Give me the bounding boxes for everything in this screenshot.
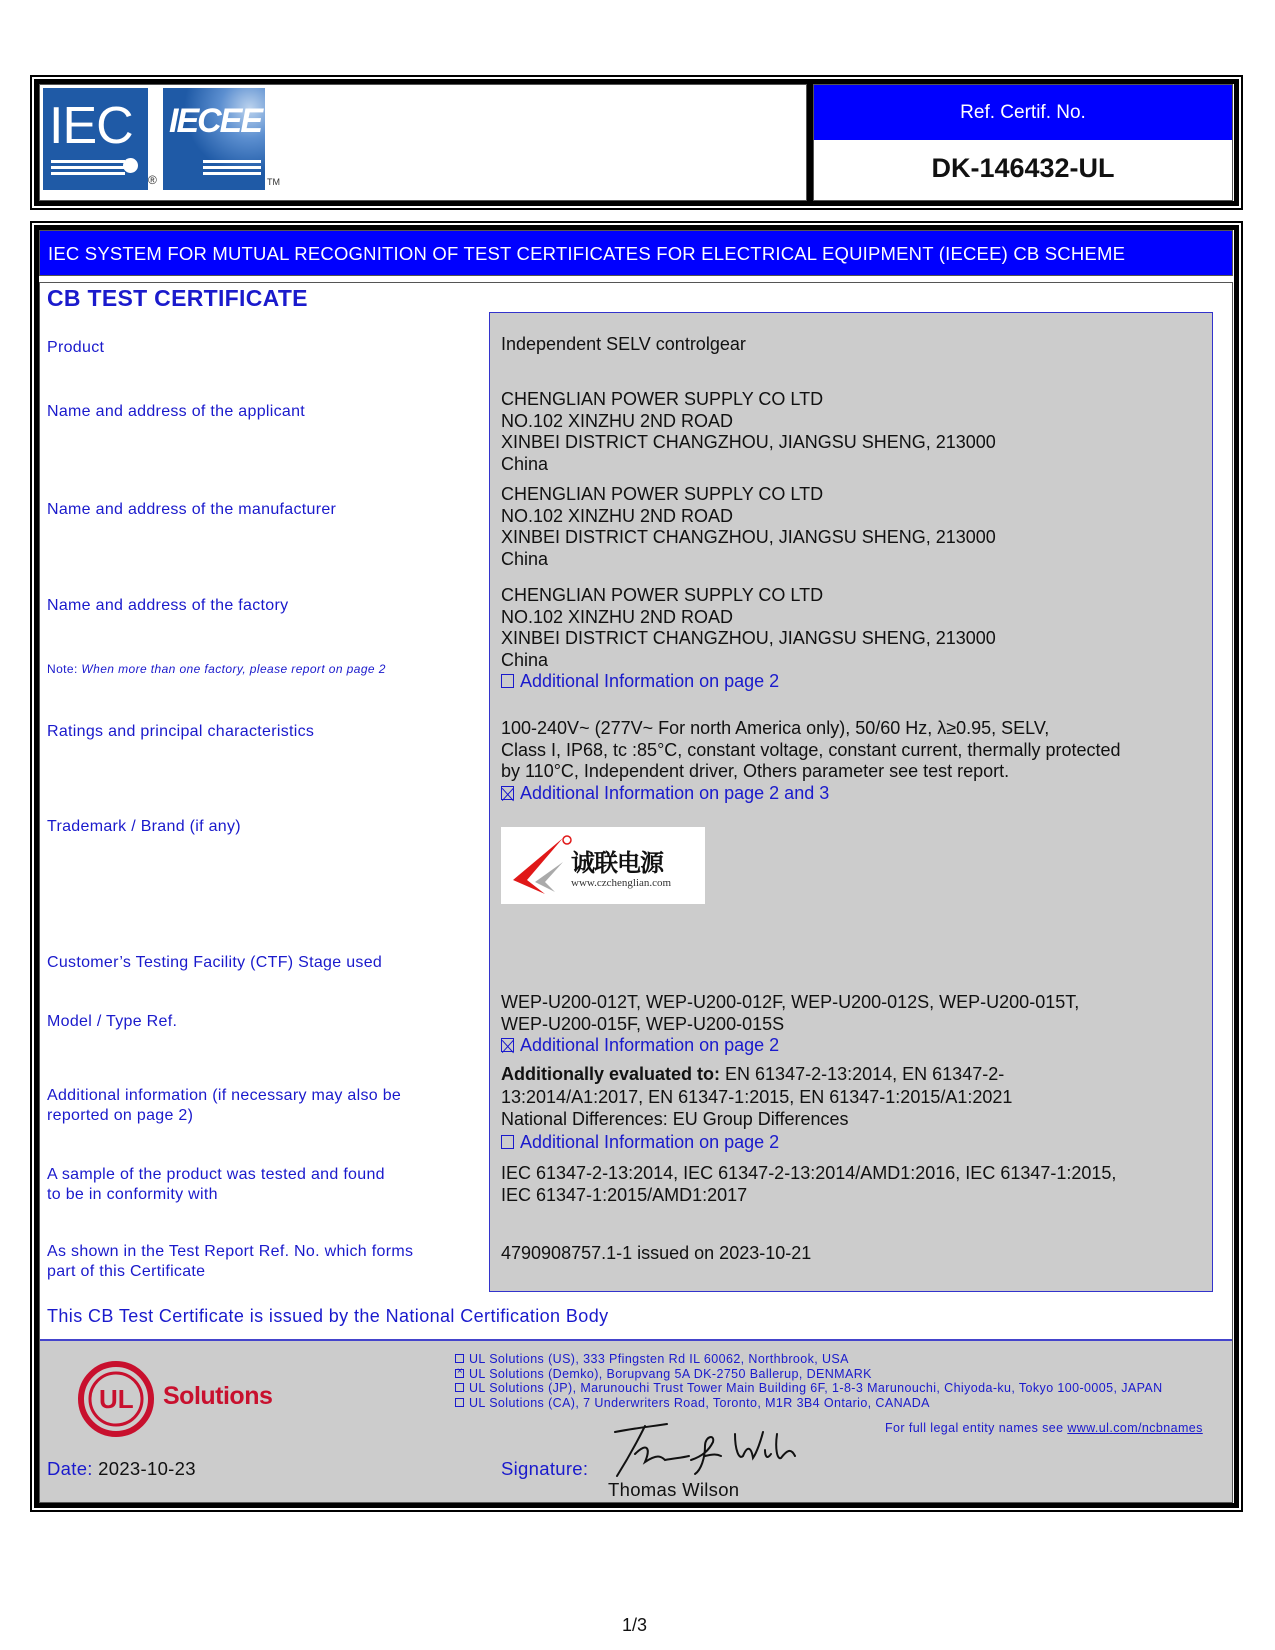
applicant-line: NO.102 XINZHU 2ND ROAD bbox=[501, 410, 734, 431]
brand-url: www.czchenglian.com bbox=[571, 877, 672, 889]
factory-additional-info-text: Additional Information on page 2 bbox=[520, 671, 780, 691]
model-additional-info-text: Additional Information on page 2 bbox=[520, 1035, 780, 1055]
applicant-line: XINBEI DISTRICT CHANGZHOU, JIANGSU SHENG, 213000 bbox=[501, 432, 996, 452]
date-label: Date: bbox=[47, 1458, 93, 1479]
scheme-banner-text: IEC SYSTEM FOR MUTUAL RECOGNITION OF TEST CERTIFICATES FOR ELECTRICAL EQUIPMENT (IECEE) CB SCHEME bbox=[48, 243, 1126, 264]
checked-box-icon[interactable] bbox=[455, 1369, 464, 1378]
ref-certif-box bbox=[813, 84, 1233, 201]
ncb-names-link[interactable]: www.ul.com/ncbnames bbox=[1067, 1421, 1203, 1435]
signature-icon bbox=[605, 1420, 805, 1480]
certification-body-text: UL Solutions (Demko), Borupvang 5A DK-2750 Ballerup, DENMARK bbox=[469, 1366, 872, 1381]
value-model bbox=[501, 992, 1079, 1057]
conformity-line: IEC 61347-2-13:2014, IEC 61347-2-13:2014/AMD1:2016, IEC 61347-1:2015, bbox=[501, 1163, 1117, 1183]
factory-additional-info[interactable] bbox=[501, 671, 996, 693]
label-model: Model / Type Ref. bbox=[47, 1013, 178, 1030]
legal-entity-note bbox=[885, 1421, 1203, 1435]
signatory-name: Thomas Wilson bbox=[608, 1479, 740, 1500]
additional-info-more[interactable] bbox=[501, 1131, 1012, 1154]
ul-solutions-logo bbox=[77, 1360, 277, 1440]
label-ctf: Customer’s Testing Facility (CTF) Stage used bbox=[47, 954, 383, 971]
checked-box-icon[interactable] bbox=[501, 786, 514, 800]
registered-mark: ® bbox=[148, 173, 157, 187]
value-factory bbox=[501, 585, 996, 693]
label-test-report bbox=[47, 1242, 413, 1281]
certification-body-text: UL Solutions (JP), Marunouchi Trust Tower Main Building 6F, 1-8-3 Marunouchi, Chiyoda-ku, Tokyo 100-0005, JAPAN bbox=[469, 1381, 1163, 1395]
label-factory: Name and address of the factory bbox=[47, 597, 289, 614]
certification-bodies-list bbox=[455, 1352, 1163, 1410]
signature-label: Signature: bbox=[501, 1458, 589, 1479]
label-product: Product bbox=[47, 339, 105, 356]
value-product: Independent SELV controlgear bbox=[501, 334, 746, 354]
unchecked-box-icon[interactable] bbox=[455, 1354, 464, 1363]
ref-certif-label-bar bbox=[814, 85, 1232, 140]
brand-logo bbox=[501, 827, 705, 904]
certificate-title: CB TEST CERTIFICATE bbox=[47, 285, 308, 311]
label-conformity bbox=[47, 1165, 385, 1204]
factory-line: CHENGLIAN POWER SUPPLY CO LTD bbox=[501, 585, 824, 605]
certification-body-text: UL Solutions (CA), 7 Underwriters Road, Toronto, M1R 3B4 Ontario, CANADA bbox=[469, 1395, 930, 1410]
issued-by-statement: This CB Test Certificate is issued by the National Certification Body bbox=[47, 1306, 609, 1326]
certification-body-item bbox=[455, 1352, 1163, 1367]
additionally-evaluated-standards: EN 61347-2-13:2014, EN 61347-2- bbox=[720, 1064, 1005, 1084]
value-conformity bbox=[501, 1163, 1116, 1206]
value-manufacturer bbox=[501, 484, 996, 570]
page-number: 1/3 bbox=[622, 1615, 648, 1635]
certification-body-item bbox=[455, 1396, 1163, 1411]
label-additional-info bbox=[47, 1086, 401, 1125]
brand-name-cn: 诚联电源 bbox=[571, 849, 663, 877]
label-manufacturer: Name and address of the manufacturer bbox=[47, 501, 337, 518]
manufacturer-line: XINBEI DISTRICT CHANGZHOU, JIANGSU SHENG, 213000 bbox=[501, 527, 996, 547]
model-additional-info[interactable] bbox=[501, 1035, 1079, 1057]
label-conformity-line2: to be in conformity with bbox=[47, 1185, 218, 1203]
label-trademark: Trademark / Brand (if any) bbox=[47, 818, 241, 835]
label-conformity-line1: A sample of the product was tested and found bbox=[47, 1166, 385, 1183]
factory-line: NO.102 XINZHU 2ND ROAD bbox=[501, 606, 734, 627]
logo-box bbox=[39, 84, 807, 201]
checked-box-icon[interactable] bbox=[501, 1038, 514, 1052]
legal-entity-prefix: For full legal entity names see bbox=[885, 1421, 1068, 1435]
ratings-additional-info-text: Additional Information on page 2 and 3 bbox=[520, 782, 830, 803]
date-value: 2023-10-23 bbox=[92, 1458, 196, 1479]
additional-info-more-text: Additional Information on page 2 bbox=[520, 1131, 780, 1152]
value-ratings bbox=[501, 718, 1121, 804]
ul-solutions-word: Solutions bbox=[163, 1382, 273, 1410]
ratings-line: by 110°C, Independent driver, Others parameter see test report. bbox=[501, 761, 1010, 781]
iecee-logo bbox=[163, 88, 265, 190]
applicant-line: CHENGLIAN POWER SUPPLY CO LTD bbox=[501, 389, 824, 409]
label-additional-info-line2: reported on page 2) bbox=[47, 1106, 194, 1124]
value-additional-info bbox=[501, 1063, 1012, 1153]
certification-body-item bbox=[455, 1381, 1163, 1396]
label-additional-info-line1: Additional information (if necessary may also be bbox=[47, 1087, 402, 1104]
iec-logo bbox=[43, 88, 148, 190]
factory-note-prefix: Note: bbox=[47, 662, 82, 676]
label-test-report-line1: As shown in the Test Report Ref. No. which forms bbox=[47, 1243, 414, 1260]
brand-chevron-icon bbox=[505, 832, 575, 902]
label-ratings: Ratings and principal characteristics bbox=[47, 723, 315, 740]
additional-info-line1 bbox=[501, 1063, 1012, 1086]
factory-note bbox=[47, 662, 386, 676]
scheme-banner bbox=[39, 230, 1233, 276]
unchecked-box-icon[interactable] bbox=[455, 1383, 464, 1392]
additionally-evaluated-label: Additionally evaluated to: bbox=[501, 1064, 721, 1084]
unchecked-box-icon[interactable] bbox=[455, 1398, 464, 1407]
model-line: WEP-U200-012T, WEP-U200-012F, WEP-U200-012S, WEP-U200-015T, bbox=[501, 992, 1080, 1012]
applicant-line: China bbox=[501, 453, 549, 474]
iecee-logo-text: IECEE bbox=[169, 102, 262, 140]
label-applicant: Name and address of the applicant bbox=[47, 403, 306, 420]
label-test-report-line2: part of this Certificate bbox=[47, 1262, 206, 1280]
manufacturer-line: China bbox=[501, 548, 549, 569]
unchecked-box-icon[interactable] bbox=[501, 674, 514, 688]
value-test-report: 4790908757.1-1 issued on 2023-10-21 bbox=[501, 1243, 812, 1263]
value-applicant bbox=[501, 389, 996, 475]
conformity-line: IEC 61347-1:2015/AMD1:2017 bbox=[501, 1184, 748, 1205]
ref-certif-number: DK-146432-UL bbox=[931, 153, 1115, 183]
ref-certif-label: Ref. Certif. No. bbox=[960, 102, 1086, 123]
trademark-mark: TM bbox=[267, 177, 280, 187]
iec-logo-text: IEC bbox=[49, 97, 133, 155]
svg-text:UL: UL bbox=[99, 1384, 134, 1414]
factory-line: XINBEI DISTRICT CHANGZHOU, JIANGSU SHENG, 213000 bbox=[501, 628, 996, 648]
unchecked-box-icon[interactable] bbox=[501, 1135, 514, 1149]
factory-line: China bbox=[501, 649, 549, 670]
additional-info-line2: 13:2014/A1:2017, EN 61347-1:2015, EN 61347-1:2015/A1:2021 bbox=[501, 1086, 1013, 1107]
manufacturer-line: CHENGLIAN POWER SUPPLY CO LTD bbox=[501, 484, 824, 504]
manufacturer-line: NO.102 XINZHU 2ND ROAD bbox=[501, 505, 734, 526]
ratings-line: Class I, IP68, tc :85°C, constant voltage, constant current, thermally protected bbox=[501, 739, 1121, 760]
certification-body-text: UL Solutions (US), 333 Pfingsten Rd IL 60062, Northbrook, USA bbox=[469, 1352, 849, 1366]
issue-date bbox=[47, 1458, 196, 1480]
national-differences: National Differences: EU Group Differences bbox=[501, 1109, 849, 1129]
ul-mark-icon bbox=[77, 1360, 155, 1438]
factory-note-text: When more than one factory, please report on page 2 bbox=[81, 662, 386, 676]
ratings-line: 100-240V~ (277V~ For north America only), 50/60 Hz, λ≥0.95, SELV, bbox=[501, 718, 1050, 738]
certification-body-item bbox=[455, 1367, 1163, 1382]
model-line: WEP-U200-015F, WEP-U200-015S bbox=[501, 1013, 785, 1034]
ratings-additional-info[interactable] bbox=[501, 783, 1121, 805]
